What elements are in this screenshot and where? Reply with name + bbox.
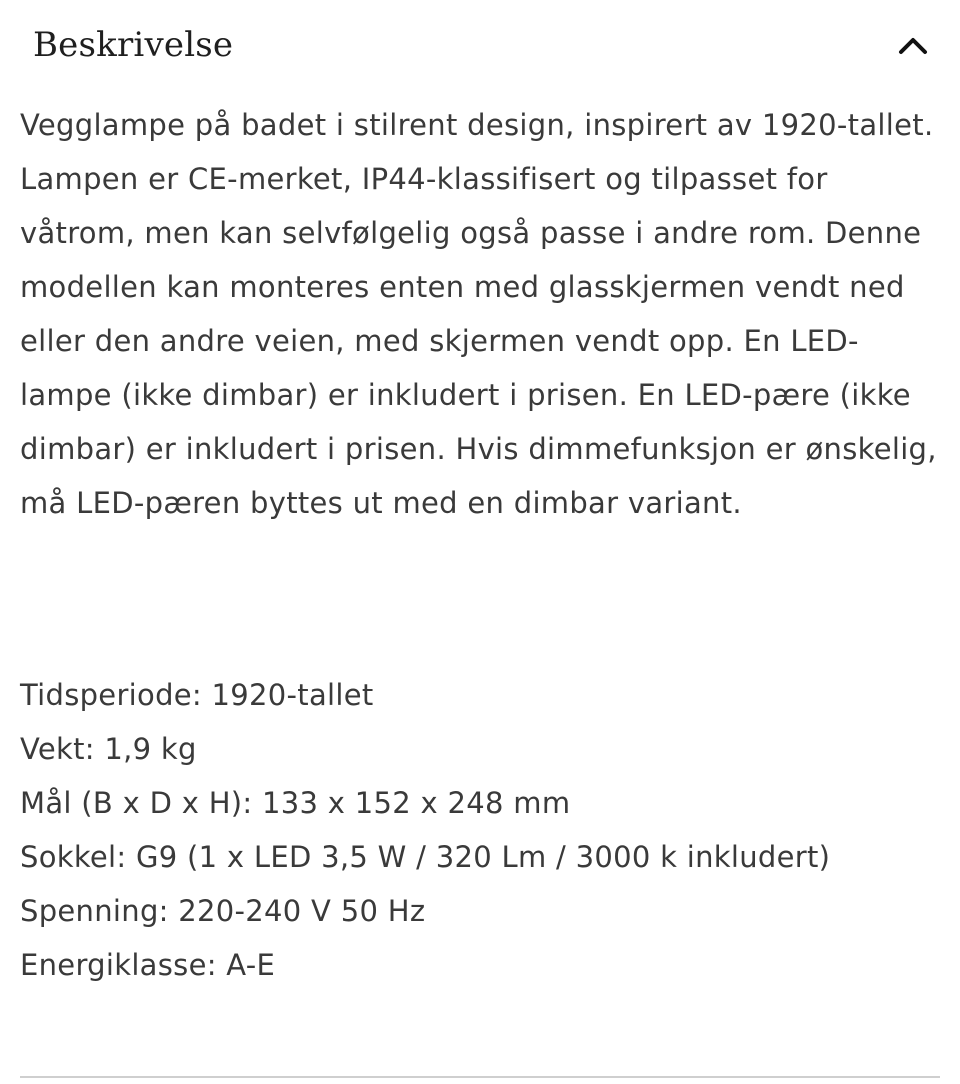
accordion-header[interactable] xyxy=(0,0,960,92)
spec-list xyxy=(20,668,945,992)
spec-item-energy-class: Energiklasse: A-E xyxy=(20,948,276,982)
spec-item-socket: Sokkel: G9 (1 x LED 3,5 W / 320 Lm / 3000 k inkludert) xyxy=(20,840,831,874)
spec-item-voltage: Spenning: 220-240 V 50 Hz xyxy=(20,894,426,928)
spec-item-time-period: Tidsperiode: 1920-tallet xyxy=(20,678,374,712)
section-divider xyxy=(20,1076,940,1078)
accordion-title: Beskrivelse xyxy=(33,25,234,65)
chevron-up-icon[interactable] xyxy=(893,26,933,66)
product-description: Vegglampe på badet i stilrent design, inspirert av 1920-tallet. Lampen er CE-merket, IP44-klassifisert og tilpasset for våtrom, men kan selvfølgelig også passe i andre rom. Denne modellen kan monteres enten med glasskjermen vendt ned eller den andre veien, med skjermen vendt opp. En LED-lampe (ikke dimbar) er inkludert i prisen. En LED-pære (ikke dimbar) er inkludert i prisen. Hvis dimmefunksjon er ønskelig, må LED-pæren byttes ut med en dimbar variant. xyxy=(20,108,937,520)
spec-item-weight: Vekt: 1,9 kg xyxy=(20,732,197,766)
spec-item-dimensions: Mål (B x D x H): 133 x 152 x 248 mm xyxy=(20,786,571,820)
